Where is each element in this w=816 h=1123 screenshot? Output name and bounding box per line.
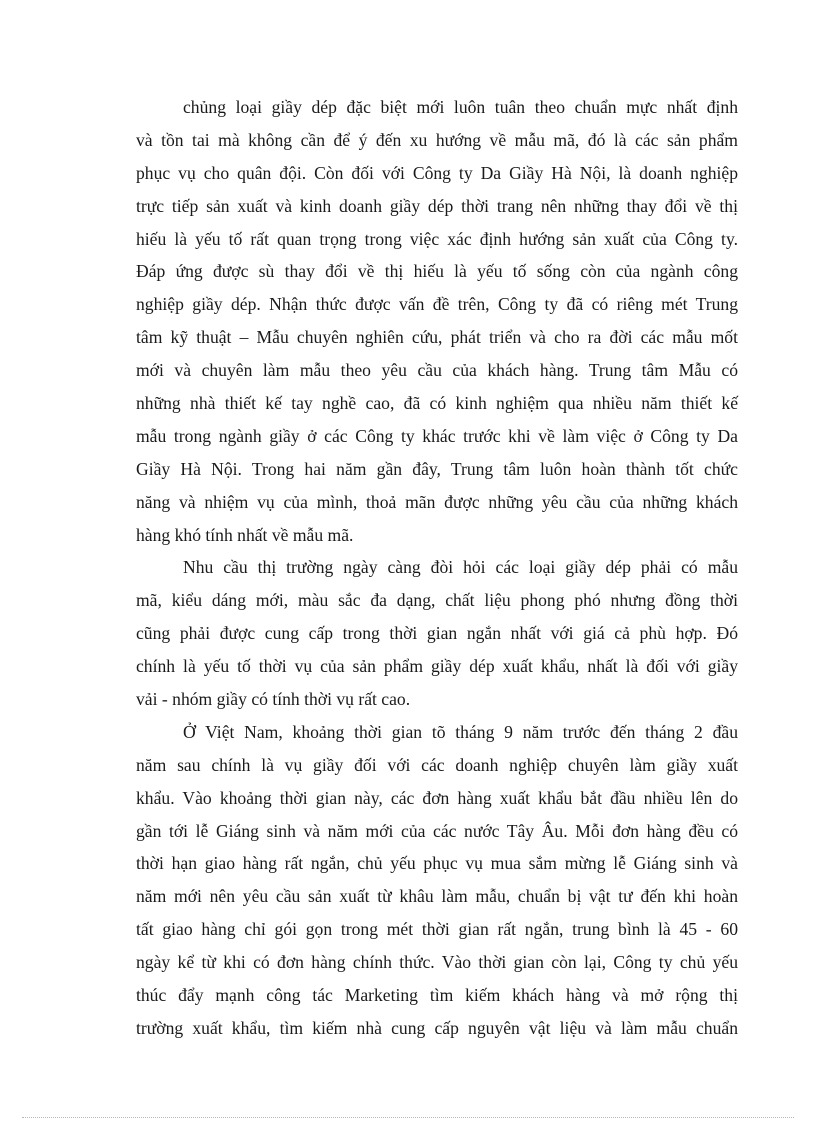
text-line: Ở Việt Nam, khoảng thời gian tõ tháng 9 năm trước đến tháng 2 đầu: [183, 721, 738, 742]
text-line: tất giao hàng chỉ gói gọn trong mét thời gian rất ngắn, trung bình là 45 - 60: [136, 919, 738, 940]
text-line: thúc đẩy mạnh công tác Marketing tìm kiếm khách hàng và mở rộng thị: [136, 985, 738, 1006]
paragraph: [136, 91, 738, 551]
text-line: mới và chuyên làm mẫu theo yêu cầu của khách hàng. Trung tâm Mẫu có: [136, 360, 738, 381]
paragraph: [136, 716, 738, 1045]
text-line: Đáp ứng được sù thay đổi về thị hiếu là yếu tố sống còn của ngành công: [136, 261, 738, 282]
text-line: mã, kiểu dáng mới, màu sắc đa dạng, chất liệu phong phó nhưng đồng thời: [136, 590, 738, 611]
paragraph: [136, 551, 738, 715]
text-line: thời hạn giao hàng rất ngắn, chủ yếu phục vụ mua sắm mừng lễ Giáng sinh và: [136, 853, 738, 874]
text-line: năm mới nên yêu cầu sản xuất từ khâu làm mẫu, chuẩn bị vật tư đến khi hoàn: [136, 886, 738, 907]
text-line: vải - nhóm giầy có tính thời vụ rất cao.: [136, 689, 411, 710]
text-line: cũng phải được cung cấp trong thời gian ngắn nhất với giá cả phù hợp. Đó: [136, 623, 738, 644]
text-line: Nhu cầu thị trường ngày càng đòi hỏi các loại giầy dép phải có mẫu: [183, 557, 738, 578]
text-line: trường xuất khẩu, tìm kiếm nhà cung cấp nguyên vật liệu và làm mẫu chuẩn: [136, 1017, 738, 1038]
text-line: năng và nhiệm vụ của mình, thoả mãn được những yêu cầu của những khách: [136, 491, 738, 512]
text-line: ngày kể từ khi có đơn hàng chính thức. Vào thời gian còn lại, Công ty chủ yếu: [136, 952, 738, 973]
text-line: nghiệp giầy dép. Nhận thức được vấn đề trên, Công ty đã có riêng mét Trung: [136, 294, 738, 315]
text-line: hiếu là yếu tố rất quan trọng trong việc xác định hướng sản xuất của Công ty.: [136, 228, 738, 249]
text-line: tâm kỹ thuật – Mẫu chuyên nghiên cứu, phát triển và cho ra đời các mẫu mốt: [136, 327, 738, 348]
text-line: hàng khó tính nhất về mẫu mã.: [136, 524, 354, 545]
text-line: Giầy Hà Nội. Trong hai năm gần đây, Trung tâm luôn hoàn thành tốt chức: [136, 458, 738, 479]
text-line: chủng loại giầy dép đặc biệt mới luôn tuân theo chuẩn mực nhất định: [183, 97, 738, 117]
text-line: những nhà thiết kế tay nghề cao, đã có kinh nghiệm qua nhiều năm thiết kế: [136, 393, 738, 414]
text-line: gần tới lễ Giáng sinh và năm mới của các nước Tây Âu. Mỗi đơn hàng đều có: [136, 820, 738, 841]
text-line: trực tiếp sản xuất và kinh doanh giầy dép thời trang nên những thay đổi về thị: [136, 195, 738, 216]
text-line: chính là yếu tố thời vụ của sản phẩm giầy dép xuất khẩu, nhất là đối với giầy: [136, 656, 738, 677]
page-bottom-divider: [22, 1117, 794, 1118]
text-line: phục vụ cho quân đội. Còn đối với Công ty Da Giầy Hà Nội, là doanh nghiệp: [136, 162, 738, 183]
text-line: mẫu trong ngành giầy ở các Công ty khác trước khi về làm việc ở Công ty Da: [136, 425, 738, 446]
text-line: và tồn tai mà không cần để ý đến xu hướng về mẫu mã, đó là các sản phẩm: [136, 129, 738, 150]
text-line: khẩu. Vào khoảng thời gian này, các đơn hàng xuất khẩu bắt đầu nhiều lên do: [136, 787, 738, 808]
text-line: năm sau chính là vụ giầy đối với các doanh nghiệp chuyên làm giầy xuất: [136, 754, 738, 775]
body-text: [136, 91, 738, 1045]
